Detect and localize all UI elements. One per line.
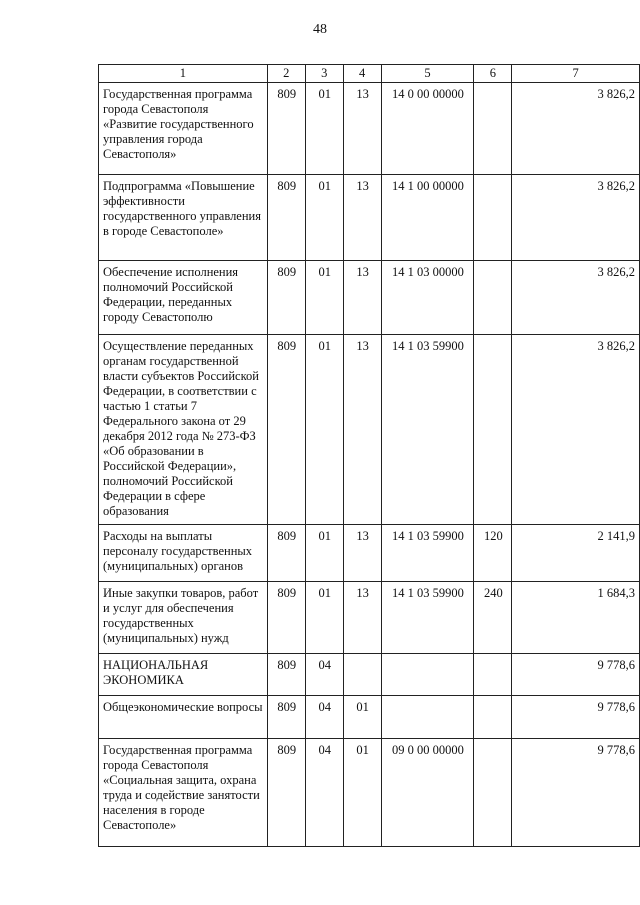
row-col3: 01 bbox=[305, 261, 343, 335]
row-col7: 3 826,2 bbox=[512, 335, 640, 525]
header-col-4: 4 bbox=[343, 65, 381, 83]
row-col7: 3 826,2 bbox=[512, 83, 640, 175]
row-col3: 04 bbox=[305, 739, 343, 847]
row-col7: 3 826,2 bbox=[512, 175, 640, 261]
row-col3: 01 bbox=[305, 83, 343, 175]
table-row bbox=[99, 582, 640, 654]
row-col2: 809 bbox=[267, 582, 305, 654]
row-name: Общеэкономические вопросы bbox=[99, 696, 268, 739]
header-row bbox=[99, 65, 640, 83]
header-col-2: 2 bbox=[267, 65, 305, 83]
row-col6: 120 bbox=[474, 525, 512, 582]
row-col4: 13 bbox=[343, 261, 381, 335]
table-row bbox=[99, 739, 640, 847]
row-col3: 01 bbox=[305, 175, 343, 261]
header-col-7: 7 bbox=[512, 65, 640, 83]
row-col6 bbox=[474, 654, 512, 696]
row-col6 bbox=[474, 261, 512, 335]
header-col-5: 5 bbox=[381, 65, 474, 83]
row-col5: 09 0 00 00000 bbox=[381, 739, 474, 847]
row-col7: 9 778,6 bbox=[512, 696, 640, 739]
row-col2: 809 bbox=[267, 261, 305, 335]
row-col5 bbox=[381, 654, 474, 696]
row-col2: 809 bbox=[267, 175, 305, 261]
row-col2: 809 bbox=[267, 654, 305, 696]
row-name: Осуществление переданных органам государственной власти субъектов Российской Федерации, в соответствии с частью 1 статьи 7 Федерального закона от 29 декабря 2012 года № 273-ФЗ «Об образовании в Российской Федерации», полномочий Российской Федерации в сфере образования bbox=[99, 335, 268, 525]
row-col6 bbox=[474, 335, 512, 525]
row-col5: 14 1 03 59900 bbox=[381, 335, 474, 525]
row-col4: 01 bbox=[343, 696, 381, 739]
row-col4: 13 bbox=[343, 335, 381, 525]
row-col2: 809 bbox=[267, 83, 305, 175]
table-row bbox=[99, 654, 640, 696]
row-col4: 13 bbox=[343, 582, 381, 654]
row-name: Обеспечение исполнения полномочий Российской Федерации, переданных городу Севастополю bbox=[99, 261, 268, 335]
row-col3: 01 bbox=[305, 525, 343, 582]
table-row bbox=[99, 261, 640, 335]
row-col3: 04 bbox=[305, 696, 343, 739]
row-col6 bbox=[474, 696, 512, 739]
row-col2: 809 bbox=[267, 696, 305, 739]
row-col6 bbox=[474, 739, 512, 847]
row-col7: 1 684,3 bbox=[512, 582, 640, 654]
row-col6: 240 bbox=[474, 582, 512, 654]
row-name: Иные закупки товаров, работ и услуг для обеспечения государственных (муниципальных) нужд bbox=[99, 582, 268, 654]
row-col5: 14 1 00 00000 bbox=[381, 175, 474, 261]
row-col4: 13 bbox=[343, 175, 381, 261]
header-col-3: 3 bbox=[305, 65, 343, 83]
row-col7: 2 141,9 bbox=[512, 525, 640, 582]
row-name: Государственная программа города Севастополя «Социальная защита, охрана труда и содействие занятости населения в городе Севастополе» bbox=[99, 739, 268, 847]
row-col4: 01 bbox=[343, 739, 381, 847]
header-col-1: 1 bbox=[99, 65, 268, 83]
row-name: Подпрограмма «Повышение эффективности государственного управления в городе Севастополе» bbox=[99, 175, 268, 261]
row-col5: 14 0 00 00000 bbox=[381, 83, 474, 175]
row-col6 bbox=[474, 83, 512, 175]
row-col4: 13 bbox=[343, 525, 381, 582]
row-col5: 14 1 03 59900 bbox=[381, 582, 474, 654]
row-col4 bbox=[343, 654, 381, 696]
row-col7: 9 778,6 bbox=[512, 739, 640, 847]
page-number: 48 bbox=[313, 22, 327, 37]
row-col3: 01 bbox=[305, 335, 343, 525]
row-col5: 14 1 03 59900 bbox=[381, 525, 474, 582]
row-col2: 809 bbox=[267, 335, 305, 525]
row-col3: 01 bbox=[305, 582, 343, 654]
row-col7: 9 778,6 bbox=[512, 654, 640, 696]
table-row bbox=[99, 696, 640, 739]
row-col2: 809 bbox=[267, 525, 305, 582]
row-name: Государственная программа города Севастополя «Развитие государственного управления города Севастополя» bbox=[99, 83, 268, 175]
table-row bbox=[99, 175, 640, 261]
row-col7: 3 826,2 bbox=[512, 261, 640, 335]
row-name: Расходы на выплаты персоналу государственных (муниципальных) органов bbox=[99, 525, 268, 582]
row-name: НАЦИОНАЛЬНАЯ ЭКОНОМИКА bbox=[99, 654, 268, 696]
table-row bbox=[99, 83, 640, 175]
row-col5 bbox=[381, 696, 474, 739]
row-col6 bbox=[474, 175, 512, 261]
row-col4: 13 bbox=[343, 83, 381, 175]
row-col5: 14 1 03 00000 bbox=[381, 261, 474, 335]
budget-table bbox=[98, 64, 640, 847]
table-row bbox=[99, 335, 640, 525]
table-row bbox=[99, 525, 640, 582]
header-col-6: 6 bbox=[474, 65, 512, 83]
row-col2: 809 bbox=[267, 739, 305, 847]
row-col3: 04 bbox=[305, 654, 343, 696]
